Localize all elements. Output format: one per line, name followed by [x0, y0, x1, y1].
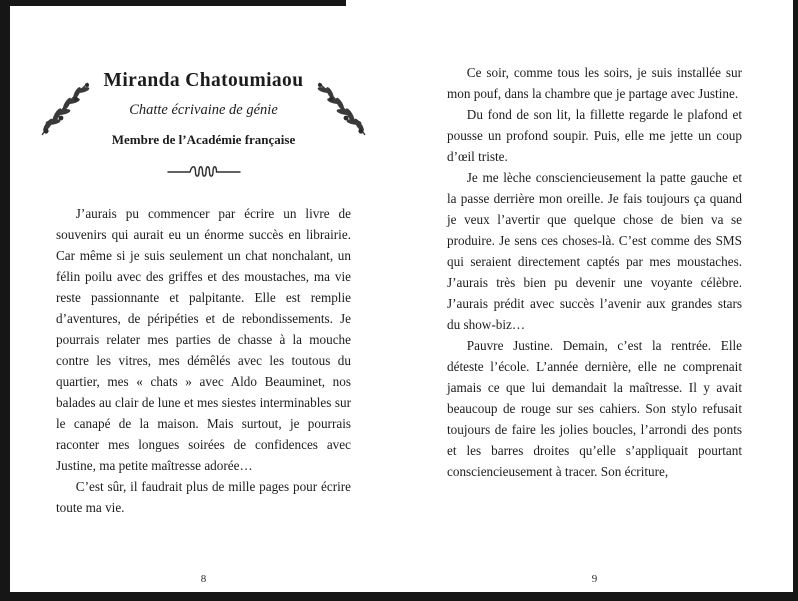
section-divider — [56, 163, 351, 184]
paragraph: Pauvre Justine. Demain, c’est la rentrée. Elle déteste l’école. L’année dernière, elle ne comprenait jamais ce que lui demandait la maîtresse. Il y avait beaucoup de rouge sur ses cahiers. Son stylo refusait toujours de faire les jolies boucles, l’arrondi des ponts et les barres droites qu’elle s’appliquait pourtant consciencieusement à tracer. Son écriture, — [447, 338, 742, 479]
paragraph: Je me lèche consciencieusement la patte gauche et la passe derrière mon oreille. Je fais toujours ça quand je veux l’avertir que quelque chose de bien va se produire. Je sens ces choses-là. C’est comme des SMS qui seraient directement captés par mes moustaches. J’aurais très bien pu devenir une voyante célèbre. J’aurais prédit avec succès l’avenir aux grandes stars du show-biz… — [447, 170, 742, 332]
left-page — [56, 0, 351, 601]
chapter-subtitle: Chatte écrivaine de génie — [129, 102, 278, 118]
chapter-title: Miranda Chatoumiaou — [103, 70, 304, 91]
scan-edge-left — [0, 0, 10, 601]
right-page-body — [447, 62, 742, 482]
page-number-left: 8 — [200, 573, 207, 585]
olive-branch-right-icon — [315, 75, 369, 144]
chapter-titles — [92, 70, 315, 148]
paragraph: J’aurais pu commencer par écrire un livre de souvenirs qui aurait eu un énorme succès en librairie. Car même si je suis seulement un chat nonchalant, un félin poilu avec des griffes et des moustaches, ma vie reste passionnante et palpitante. Elle est remplie d’aventures, de péripéties et de rebondissements. Je pourrais relater mes parties de chasse à la mouche contre les vitres, mes démêlés avec les toutous du quartier, mes « chats » avec Aldo Beauminet, nos balades au clair de lune et mes siestes interminables sur le canapé de la maison. Mais surtout, je pourrais raconter mes longues soirées de confidences avec Justine, ma petite maîtresse adorée… — [56, 206, 351, 473]
paragraph: C’est sûr, il faudrait plus de mille pages pour écrire toute ma vie. — [56, 479, 351, 515]
page-number-right: 9 — [591, 573, 598, 585]
chapter-affiliation: Membre de l’Académie française — [111, 132, 296, 147]
olive-branch-left-icon — [38, 75, 92, 144]
scribble-divider-icon — [166, 166, 242, 183]
chapter-header — [38, 70, 369, 148]
paragraph: Du fond de son lit, la fillette regarde le plafond et pousse un profond soupir. Puis, elle me jette un coup d’œil triste. — [447, 107, 742, 164]
right-page — [447, 0, 742, 601]
scan-edge-right — [793, 0, 798, 601]
paragraph: Ce soir, comme tous les soirs, je suis installée sur mon pouf, dans la chambre que je partage avec Justine. — [447, 65, 742, 101]
left-page-body — [56, 203, 351, 518]
